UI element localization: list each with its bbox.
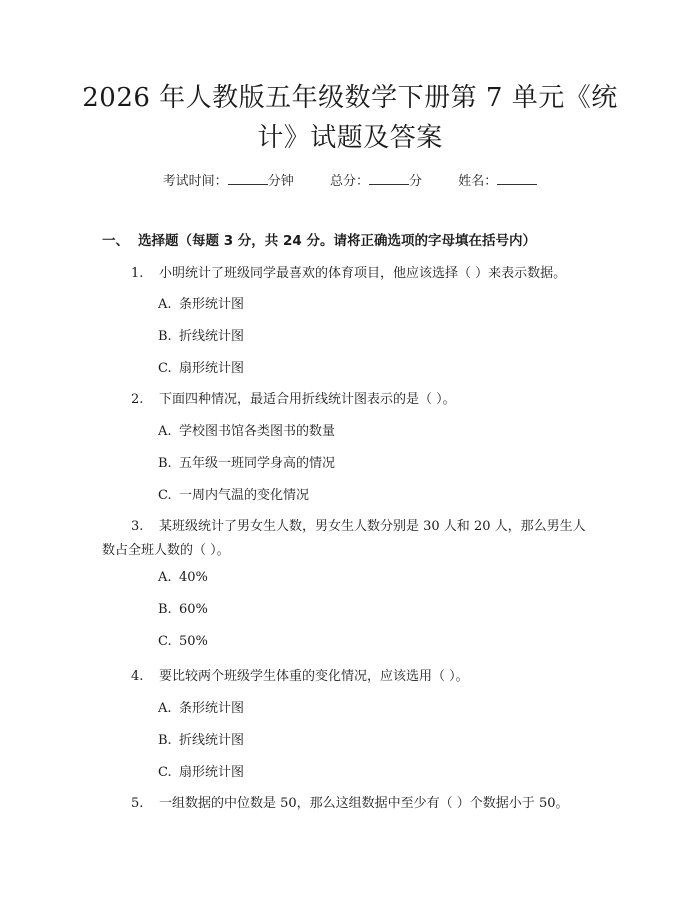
question-5 xyxy=(131,792,568,811)
option-3b xyxy=(158,602,208,617)
option-1a xyxy=(158,293,244,312)
option-text: 40% xyxy=(179,570,208,585)
time-label: 考试时间： xyxy=(162,174,228,189)
option-2c xyxy=(158,484,309,503)
option-letter: B. xyxy=(158,329,172,344)
exam-meta xyxy=(0,170,700,189)
option-letter: B. xyxy=(158,733,172,748)
option-1b xyxy=(158,325,244,344)
option-text: 一周内气温的变化情况 xyxy=(179,488,310,503)
option-text: 扇形统计图 xyxy=(179,361,245,376)
option-letter: A. xyxy=(158,701,172,716)
time-blank xyxy=(228,172,268,185)
option-letter: C. xyxy=(158,488,172,503)
question-number: 2. xyxy=(131,392,144,407)
option-text: 学校图书馆各类图书的数量 xyxy=(179,424,336,439)
question-text-line-2: 数占全班人数的（ ）。 xyxy=(102,543,230,558)
option-letter: C. xyxy=(158,765,172,780)
option-2a xyxy=(158,420,335,439)
question-2 xyxy=(131,388,456,407)
question-text: 一组数据的中位数是 50，那么这组数据中至少有（ ）个数据小于 50。 xyxy=(159,796,569,811)
question-text: 小明统计了班级同学最喜欢的体育项目，他应该选择（ ）来表示数据。 xyxy=(159,266,567,281)
option-text: 60% xyxy=(179,602,208,617)
score-unit: 分 xyxy=(409,174,423,189)
option-text: 折线统计图 xyxy=(179,329,245,344)
option-text: 条形统计图 xyxy=(179,701,245,716)
option-4b xyxy=(158,729,244,748)
name-label: 姓名： xyxy=(458,174,498,189)
score-label: 总分： xyxy=(329,174,369,189)
option-letter: C. xyxy=(158,361,172,376)
title-line-1: 2026 年人教版五年级数学下册第 7 单元《统 xyxy=(82,83,618,113)
option-letter: A. xyxy=(158,424,172,439)
section-title: 选择题（每题 3 分，共 24 分。请将正确选项的字母填在括号内） xyxy=(138,233,536,249)
question-number: 4. xyxy=(131,669,144,684)
section-heading xyxy=(102,229,536,249)
question-1 xyxy=(131,262,566,281)
option-text: 50% xyxy=(179,634,208,649)
option-3c xyxy=(158,634,208,649)
time-unit: 分钟 xyxy=(267,174,294,189)
title-line-2: 计》试题及答案 xyxy=(257,123,443,153)
option-4c xyxy=(158,761,244,780)
option-letter: B. xyxy=(158,456,172,471)
question-text-line-1: 某班级统计了男女生人数，男女生人数分别是 30 人和 20 人，那么男生人 xyxy=(159,519,586,534)
question-3-continued xyxy=(102,539,230,558)
question-4 xyxy=(131,665,469,684)
question-3 xyxy=(131,515,586,534)
option-letter: A. xyxy=(158,297,172,312)
option-4a xyxy=(158,697,244,716)
page-title xyxy=(60,78,640,158)
option-text: 五年级一班同学身高的情况 xyxy=(179,456,336,471)
option-text: 折线统计图 xyxy=(179,733,245,748)
option-3a xyxy=(158,570,208,585)
question-number: 3. xyxy=(131,519,144,534)
option-letter: A. xyxy=(158,570,172,585)
option-text: 扇形统计图 xyxy=(179,765,245,780)
question-text: 下面四种情况，最适合用折线统计图表示的是（ ）。 xyxy=(159,392,456,407)
option-2b xyxy=(158,452,335,471)
option-1c xyxy=(158,357,244,376)
option-letter: B. xyxy=(158,602,172,617)
score-blank xyxy=(369,172,409,185)
question-number: 5. xyxy=(131,796,144,811)
question-text: 要比较两个班级学生体重的变化情况，应该选用（ ）。 xyxy=(159,669,469,684)
question-number: 1. xyxy=(131,266,144,281)
option-letter: C. xyxy=(158,634,172,649)
option-text: 条形统计图 xyxy=(179,297,245,312)
section-number: 一、 xyxy=(102,233,129,249)
name-blank xyxy=(497,172,537,185)
